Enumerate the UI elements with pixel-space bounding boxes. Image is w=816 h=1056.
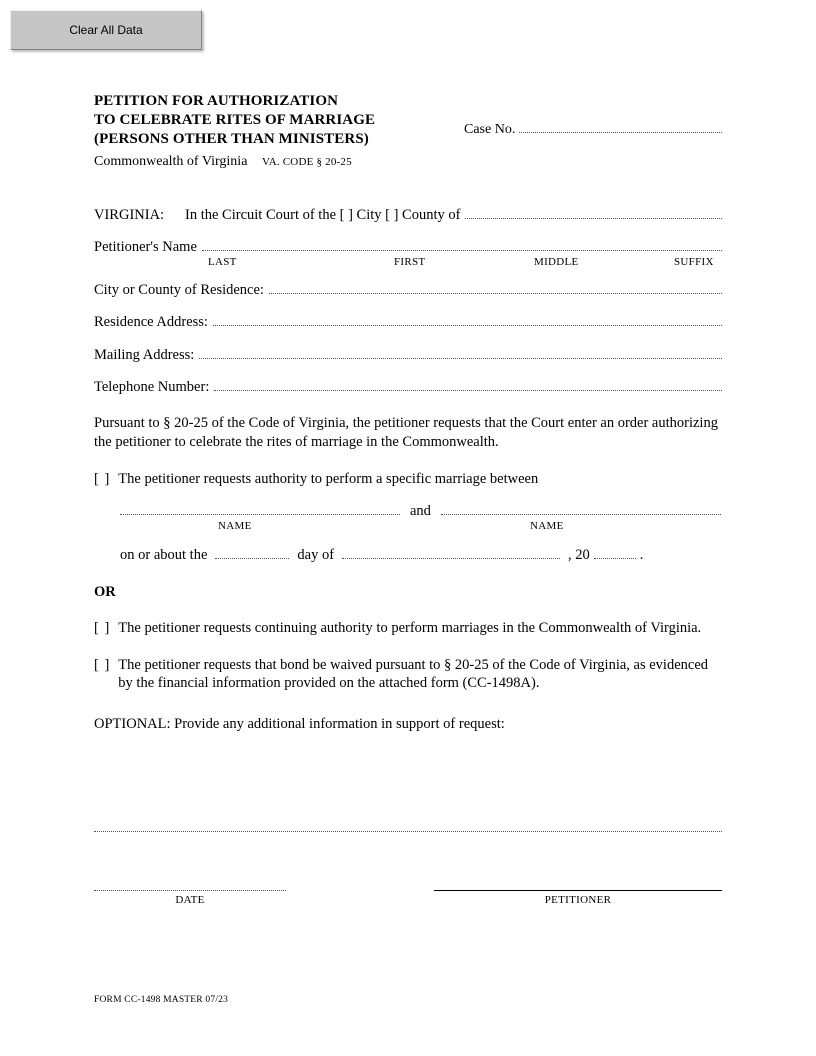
- city-county-label: City or County of Residence:: [94, 282, 264, 299]
- petitioner-caption: PETITIONER: [544, 894, 612, 907]
- case-number-label: Case No.: [464, 122, 516, 137]
- petitioner-name-input[interactable]: [202, 238, 722, 251]
- telephone-input[interactable]: [214, 378, 722, 391]
- clear-all-data-label: Clear All Data: [69, 23, 143, 37]
- name-1-input[interactable]: [120, 502, 400, 515]
- court-input[interactable]: [465, 206, 722, 219]
- signature-row: [94, 880, 722, 908]
- or-label: OR: [94, 583, 116, 600]
- title-row: [94, 92, 722, 170]
- option-bond-waived[interactable]: [94, 656, 722, 694]
- court-text: In the Circuit Court of the [ ] City [ ] County of: [185, 207, 461, 224]
- case-number-input[interactable]: [519, 120, 722, 133]
- title-block: [94, 92, 424, 170]
- date-caption: DATE: [175, 894, 205, 907]
- period-label: .: [639, 547, 644, 564]
- date-input[interactable]: [94, 880, 286, 891]
- code-reference: VA. CODE § 20-25: [262, 155, 352, 168]
- name-column-captions: [94, 256, 722, 271]
- petitioner-signature-input[interactable]: [434, 880, 722, 891]
- marriage-date-row: [94, 546, 722, 564]
- name-caption-first: FIRST: [394, 256, 426, 269]
- day-input[interactable]: [215, 546, 289, 559]
- petitioner-name-label: Petitioner's Name: [94, 239, 197, 256]
- optional-input[interactable]: [94, 821, 722, 832]
- day-of-label: day of: [297, 547, 335, 564]
- marriage-names-row: [94, 502, 722, 520]
- month-input[interactable]: [342, 546, 560, 559]
- name-caption-middle: MIDDLE: [534, 256, 579, 269]
- petitioner-name-row: [94, 238, 722, 256]
- option-specific-marriage[interactable]: [94, 470, 722, 489]
- city-county-input[interactable]: [269, 281, 722, 294]
- virginia-label: VIRGINIA:: [94, 207, 165, 224]
- on-or-about-label: on or about the: [120, 547, 208, 564]
- checkbox-specific-marriage[interactable]: [ ]: [94, 470, 111, 487]
- title-line-1: PETITION FOR AUTHORIZATION: [94, 93, 339, 109]
- court-row: [94, 206, 722, 224]
- subtitle-row: [94, 153, 424, 171]
- petitioner-block: [434, 880, 722, 908]
- telephone-label: Telephone Number:: [94, 378, 210, 395]
- residence-address-row: [94, 313, 722, 331]
- clear-all-data-button[interactable]: [10, 10, 202, 50]
- option-continuing-authority[interactable]: [94, 619, 722, 638]
- mailing-address-row: [94, 346, 722, 364]
- checkbox-bond-waived[interactable]: [ ]: [94, 656, 111, 673]
- title-line-2: TO CELEBRATE RITES OF MARRIAGE: [94, 112, 376, 129]
- checkbox-continuing-authority[interactable]: [ ]: [94, 619, 111, 636]
- telephone-row: [94, 378, 722, 396]
- name-caption-1: NAME: [218, 520, 252, 533]
- commonwealth-label: Commonwealth of Virginia: [94, 153, 248, 169]
- title-line-3: (PERSONS OTHER THAN MINISTERS): [94, 131, 369, 148]
- form-footer: FORM CC-1498 MASTER 07/23: [94, 995, 229, 1005]
- option-continuing-authority-label: The petitioner requests continuing authority to perform marriages in the Commonwealth of Virginia.: [118, 619, 702, 636]
- option-specific-marriage-label: The petitioner requests authority to perform a specific marriage between: [118, 470, 539, 487]
- year-prefix-label: , 20: [568, 547, 590, 564]
- residence-address-label: Residence Address:: [94, 314, 208, 331]
- petition-form: [94, 92, 722, 908]
- optional-label: OPTIONAL: Provide any additional information in support of request:: [94, 716, 505, 733]
- name-2-input[interactable]: [441, 502, 721, 515]
- mailing-address-label: Mailing Address:: [94, 346, 195, 363]
- option-bond-waived-label: The petitioner requests that bond be waived pursuant to § 20-25 of the Code of Virginia, as evidenced by the financial information provided on the attached form (CC-1498A).: [118, 656, 709, 692]
- marriage-names-captions: [94, 520, 722, 536]
- name-caption-2: NAME: [530, 520, 564, 533]
- name-caption-last: LAST: [208, 256, 237, 269]
- name-caption-suffix: SUFFIX: [674, 256, 714, 269]
- and-label: and: [410, 503, 431, 520]
- date-block: [94, 880, 286, 908]
- case-number-row: [464, 120, 722, 139]
- mailing-address-input[interactable]: [199, 346, 722, 359]
- pursuant-paragraph: Pursuant to § 20-25 of the Code of Virginia, the petitioner requests that the Court enter an order authorizing the petitioner to celebrate the rites of marriage in the Commonwealth.: [94, 414, 718, 450]
- city-county-row: [94, 281, 722, 299]
- residence-address-input[interactable]: [213, 313, 722, 326]
- year-input[interactable]: [594, 546, 636, 559]
